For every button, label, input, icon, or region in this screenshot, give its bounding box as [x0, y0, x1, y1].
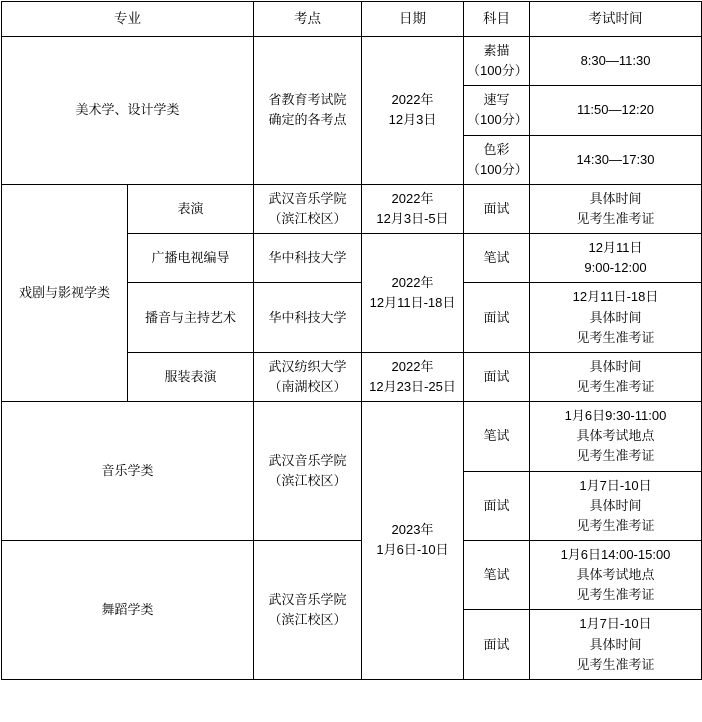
time-cell	[530, 184, 702, 233]
time-cell	[530, 471, 702, 540]
table-header-row	[2, 2, 702, 37]
subject-line: （100分）	[467, 112, 528, 128]
subject-cell	[464, 610, 530, 679]
time-line: 见考生准考证	[576, 587, 655, 603]
date-cell	[362, 402, 464, 680]
time-line: 1月7日-10日	[579, 616, 652, 632]
date-line: 12月3日-5日	[376, 210, 449, 226]
site-line: 华中科技大学	[268, 309, 347, 325]
exam-schedule-sheet	[0, 1, 702, 722]
submajor-cell: 服装表演	[128, 352, 254, 401]
submajor-cell: 播音与主持艺术	[128, 283, 254, 352]
date-line: 2022年	[391, 190, 434, 206]
time-line: 具体时间	[589, 636, 642, 652]
site-cell	[254, 352, 362, 401]
time-cell	[530, 283, 702, 352]
time-line: 12月11日-18日	[572, 289, 659, 305]
major-cell: 音乐学类	[2, 402, 254, 541]
time-cell	[530, 37, 702, 86]
subject-line: 面试	[483, 636, 510, 652]
site-cell	[254, 402, 362, 541]
time-cell	[530, 135, 702, 184]
time-line: 9:00-12:00	[584, 260, 647, 276]
table-row	[2, 540, 702, 609]
site-line: （滨江校区）	[268, 611, 347, 627]
subject-line: 面试	[483, 309, 510, 325]
site-line: 华中科技大学	[268, 250, 347, 266]
site-line: （滨江校区）	[268, 210, 347, 226]
time-line: 8:30—11:30	[580, 53, 651, 69]
subject-cell	[464, 283, 530, 352]
date-cell	[362, 352, 464, 401]
time-line: 具体时间	[589, 497, 642, 513]
date-line: 12月3日	[388, 112, 437, 128]
time-line: 具体时间	[589, 358, 642, 374]
header-time: 考试时间	[530, 2, 702, 37]
time-line: 14:30—17:30	[576, 151, 655, 167]
site-cell	[254, 234, 362, 283]
header-subject: 科目	[464, 2, 530, 37]
major-cell: 戏剧与影视学类	[2, 184, 128, 401]
site-line: 武汉音乐学院	[268, 452, 347, 468]
subject-line: 速写	[483, 92, 510, 108]
subject-line: 面试	[483, 200, 510, 216]
date-cell	[362, 184, 464, 233]
time-line: 12月11日	[588, 240, 643, 256]
table-row	[2, 184, 702, 233]
site-line: 武汉音乐学院	[268, 190, 347, 206]
time-line: 1月7日-10日	[579, 477, 652, 493]
time-line: 具体考试地点	[576, 428, 655, 444]
exam-schedule-table	[1, 1, 702, 680]
header-date: 日期	[362, 2, 464, 37]
site-cell	[254, 37, 362, 185]
site-cell	[254, 283, 362, 352]
date-line: 1月6日-10日	[376, 542, 449, 558]
date-cell	[362, 37, 464, 185]
subject-line: 面试	[483, 368, 510, 384]
major-cell: 美术学、设计学类	[2, 37, 254, 185]
site-cell	[254, 184, 362, 233]
date-cell	[362, 234, 464, 353]
subject-cell	[464, 184, 530, 233]
table-row	[2, 37, 702, 86]
time-cell	[530, 234, 702, 283]
submajor-cell: 广播电视编导	[128, 234, 254, 283]
subject-cell	[464, 352, 530, 401]
header-major: 专业	[2, 2, 254, 37]
subject-cell	[464, 37, 530, 86]
subject-line: 笔试	[483, 428, 510, 444]
subject-cell	[464, 135, 530, 184]
time-line: 见考生准考证	[576, 210, 655, 226]
time-line: 11:50—12:20	[576, 102, 655, 118]
subject-line: 笔试	[483, 250, 510, 266]
site-line: （滨江校区）	[268, 473, 347, 489]
time-cell	[530, 86, 702, 135]
subject-line: 笔试	[483, 567, 510, 583]
subject-cell	[464, 540, 530, 609]
subject-line: （100分）	[467, 63, 528, 79]
site-line: 省教育考试院	[268, 92, 347, 108]
subject-line: 色彩	[483, 141, 510, 157]
time-line: 具体时间	[589, 190, 642, 206]
subject-cell	[464, 86, 530, 135]
date-line: 12月23日-25日	[369, 378, 456, 394]
header-site: 考点	[254, 2, 362, 37]
subject-cell	[464, 471, 530, 540]
date-line: 2022年	[391, 274, 434, 290]
date-line: 2022年	[391, 92, 434, 108]
table-row	[2, 402, 702, 471]
time-line: 见考生准考证	[576, 656, 655, 672]
time-cell	[530, 402, 702, 471]
subject-line: （100分）	[467, 161, 528, 177]
site-line: 武汉音乐学院	[268, 591, 347, 607]
time-line: 见考生准考证	[576, 517, 655, 533]
time-line: 见考生准考证	[576, 448, 655, 464]
time-line: 见考生准考证	[576, 329, 655, 345]
submajor-cell: 表演	[128, 184, 254, 233]
date-line: 2022年	[391, 358, 434, 374]
time-line: 见考生准考证	[576, 378, 655, 394]
subject-cell	[464, 234, 530, 283]
time-cell	[530, 540, 702, 609]
subject-line: 素描	[483, 43, 510, 58]
site-line: 确定的各考点	[268, 112, 347, 128]
date-line: 12月11日-18日	[369, 294, 456, 310]
time-line: 1月6日9:30-11:00	[564, 408, 667, 424]
date-line: 2023年	[391, 522, 434, 538]
site-line: （南湖校区）	[268, 378, 347, 394]
subject-line: 面试	[483, 497, 510, 513]
major-cell: 舞蹈学类	[2, 540, 254, 679]
site-cell	[254, 540, 362, 679]
time-line: 具体时间	[589, 309, 642, 325]
time-line: 1月6日14:00-15:00	[560, 546, 671, 562]
time-cell	[530, 352, 702, 401]
time-line: 具体考试地点	[576, 567, 655, 583]
time-cell	[530, 610, 702, 679]
site-line: 武汉纺织大学	[268, 358, 347, 374]
subject-cell	[464, 402, 530, 471]
